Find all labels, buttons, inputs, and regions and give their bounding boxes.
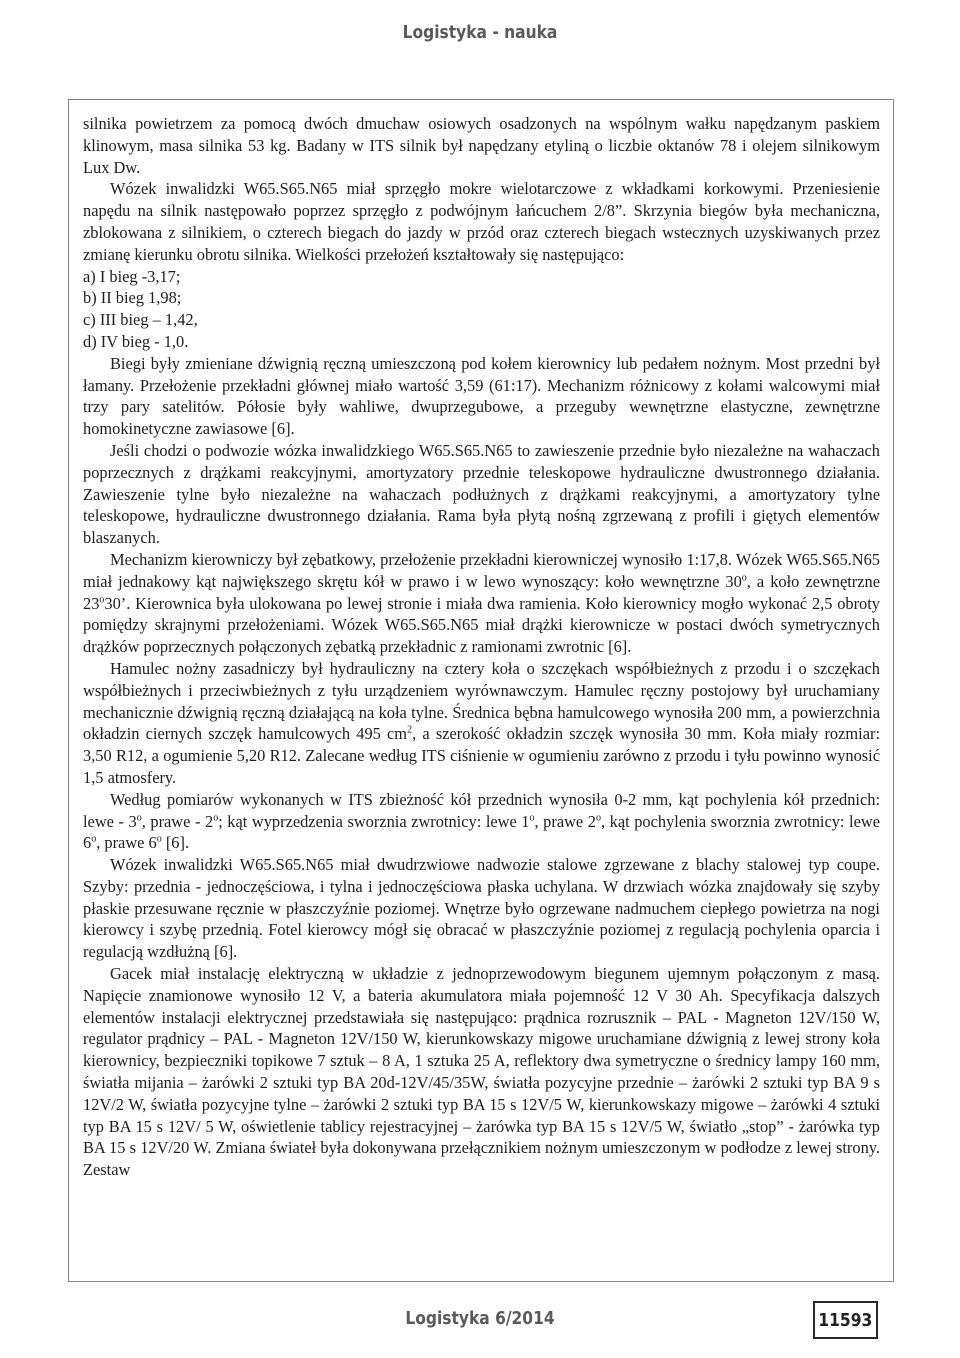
degree-mark: o [91,833,97,845]
journal-footer: Logistyka 6/2014 [405,1308,555,1329]
paragraph-engine-cooling: silnika powietrzem za pomocą dwóch dmuchaw osiowych osadzonych na wspólnym wałku napędzanym paskiem klinowym, masa silnika 53 kg. Badany w ITS silnik był napędzany etyliną o liczbie oktanów 78 i olejem silnikowym Lux Dw. [83,114,880,177]
steering-text-b: , a koło zewnętrzne 23 [83,571,881,613]
paragraph-steering [83,549,880,658]
steering-text-a: Mechanizm kierowniczy był zębatkowy, przełożenie przekładni kierowniczej wynosiło 1:17,8. Wózek W65.S65.N65 miał jednakowy kąt największego skrętu kół w prawo i w lewo wynoszący: koło wewnętrzne 30 [83,549,880,591]
squared-mark: 2 [407,724,413,736]
degree-mark: o [529,812,535,824]
paragraph-clutch-gearbox: Wózek inwalidzki W65.S65.N65 miał sprzęgło mokre wielotarczowe z wkładkami korkowymi. Przeniesienie napędu na silnik następowało poprzez sprzęgło z podwójnym łańcuchem 2/8”. Skrzynia biegów była mechaniczna, zblokowana z silnikiem, o czterech biegach do jazdy w przód oraz czterech biegach wstecznych uzyskiwanych przez zmianę kierunku obrotu silnika. Wielkości przełożeń kształtowały się następująco: [83,179,880,264]
steering-text-c: 30’. Kierownica była ulokowana po lewej stronie i miała dwa ramienia. Koło kierownicy mogło wykonać 2,5 obroty pomiędzy skrajnymi przełożeniami. Wózek W65.S65.N65 miał drążki kierownicze w postaci dwóch symetrycznych drążków poprzecznych połączonych zębatką przekładnic z ramionami zwrotnic [6]. [83,593,880,657]
degree-mark: o [156,833,162,845]
page-number: 11593 [818,1309,873,1331]
gear-ratio-item: c) III bieg – 1,42, [83,310,198,330]
alignment-text-g: [6]. [161,833,190,853]
brakes-text-b: , a szerokość okładzin szczęk wynosiła 30 mm. Koła miały rozmiar: 3,50 R12, a ogumienie 5,20 R12. Zalecane według ITS ciśnienie w ogumieniu zarówno z przodu i tyłu powinno wynosić 1,5 atmosfery. [83,724,880,787]
alignment-text-c: ; kąt wyprzedzenia sworznia zwrotnicy: lewe 1 [218,811,530,831]
article-body [83,113,880,1181]
gear-ratio-item: a) I bieg -3,17; [83,266,181,286]
degree-mark: o [213,812,219,824]
brakes-text-a: Hamulec nożny zasadniczy był hydrauliczny na cztery koła o szczękach współbieżnych z przodu i o szczękach współbieżnych i przeciwbieżnych z tyłu urządzeniem wyrównawczym. Hamulec ręczny postojowy był uruchamiany mechanicznie dźwignią ręczną działającą na koła tylne. Średnica bębna hamulcowego wynosiła 200 mm, a powierzchnia okładzin ciernych szczęk hamulcowych 495 cm [83,658,880,744]
degree-mark: o [595,812,601,824]
alignment-text-e: , kąt pochylenia sworznia zwrotnicy: lewe 6 [83,811,880,853]
paragraph-wheel-alignment [83,789,880,854]
gear-ratio-item: d) IV bieg - 1,0. [83,331,189,351]
degree-mark: o [99,594,105,606]
degree-mark: o [136,812,142,824]
alignment-text-f: , prawe 6 [96,833,157,853]
alignment-text-d: , prawe 2 [534,811,596,831]
paragraph-suspension: Jeśli chodzi o podwozie wózka inwalidzkiego W65.S65.N65 to zawieszenie przednie było niezależne na wahaczach poprzecznych z drążkami reakcyjnymi, amortyzatory przednie teleskopowe hydrauliczne dwustronnego działania. Zawieszenie tylne było niezależne na wahaczach podłużnych z drążkami reakcyjnymi, a amortyzatory tylne teleskopowe, hydrauliczne dwustronnego działania. Rama była płytą nośną zgrzewaną z profili i giętych elementów blaszanych. [83,440,880,548]
alignment-text-b: , prawe - 2 [141,811,214,831]
gear-ratio-item: b) II bieg 1,98; [83,288,182,308]
paragraph-electrical: Gacek miał instalację elektryczną w układzie z jednoprzewodowym biegunem ujemnym połączonym z masą. Napięcie znamionowe wynosiło 12 V, a bateria akumulatora miała pojemność 12 V 30 Ah. Specyfikacja dalszych elementów instalacji elektrycznej przedstawiała się następująco: prądnica rozrusznik – PAL - Magneton 12V/150 W, regulator prądnicy – PAL - Magneton 12V/150 W, kierunkowskazy migowe uruchamiane dźwignią z lewej strony koła kierownicy, bezpieczniki topikowe 7 sztuk – 8 A, 1 sztuka 25 A, reflektory dwa symetryczne o średnicy lampy 160 mm, światła mijania – żarówki 2 sztuki typ BA 20d-12V/45/35W, światła pozycyjne przednie – żarówki 2 sztuki typ BA 9 s 12V/2 W, światła pozycyjne tylne – żarówki 2 sztuki typ BA 15 s 12V/5 W, kierunkowskazy migowe – żarówki 4 sztuki typ BA 15 s 12V/ 5 W, oświetlenie tablicy rejestracyjnej – żarówka typ BA 15 s 12V/5 W, światło „stop” - żarówka typ BA 15 s 12V/20 W. Zmiana świateł była dokonywana przełącznikiem nożnym umieszczonym w podłodze z lewej strony. Zestaw [83,964,880,1180]
paragraph-gear-shifting: Biegi były zmieniane dźwignią ręczną umieszczoną pod kołem kierownicy lub pedałem nożnym. Most przedni był łamany. Przełożenie przekładni głównej miało wartość 3,59 (61:17). Mechanizm różnicowy z kołami walcowymi miał trzy pary satelitów. Półosie były wahliwe, dwuprzegubowe, a przeguby wewnętrzne elastyczne, zewnętrzne homokinetyczne zawiasowe [6]. [83,353,880,439]
alignment-text-a: Według pomiarów wykonanych w ITS zbieżność kół przednich wynosiła 0-2 mm, kąt pochylenia kół przednich: lewe - 3 [83,789,880,831]
page-number-box [813,1301,878,1339]
paragraph-brakes [83,658,880,789]
paragraph-bodywork: Wózek inwalidzki W65.S65.N65 miał dwudrzwiowe nadwozie stalowe zgrzewane z blachy stalowej typ coupe. Szyby: przednia - jednoczęściowa, i tylna i jednoczęściowa płaska uchylana. W drzwiach wózka znajdowały się szyby płaskie przesuwane ręcznie w płaszczyźnie poziomej. Wnętrze było ogrzewane nadmuchem ciepłego powietrza na nogi kierowcy i szybę przednią. Fotel kierowcy mógł się obracać w płaszczyźnie poziomej z regulacją pochylenia oparcia i regulacją wzdłużną [6]. [83,855,880,962]
degree-mark: o [741,572,747,584]
running-header: Logistyka - nauka [402,22,558,43]
